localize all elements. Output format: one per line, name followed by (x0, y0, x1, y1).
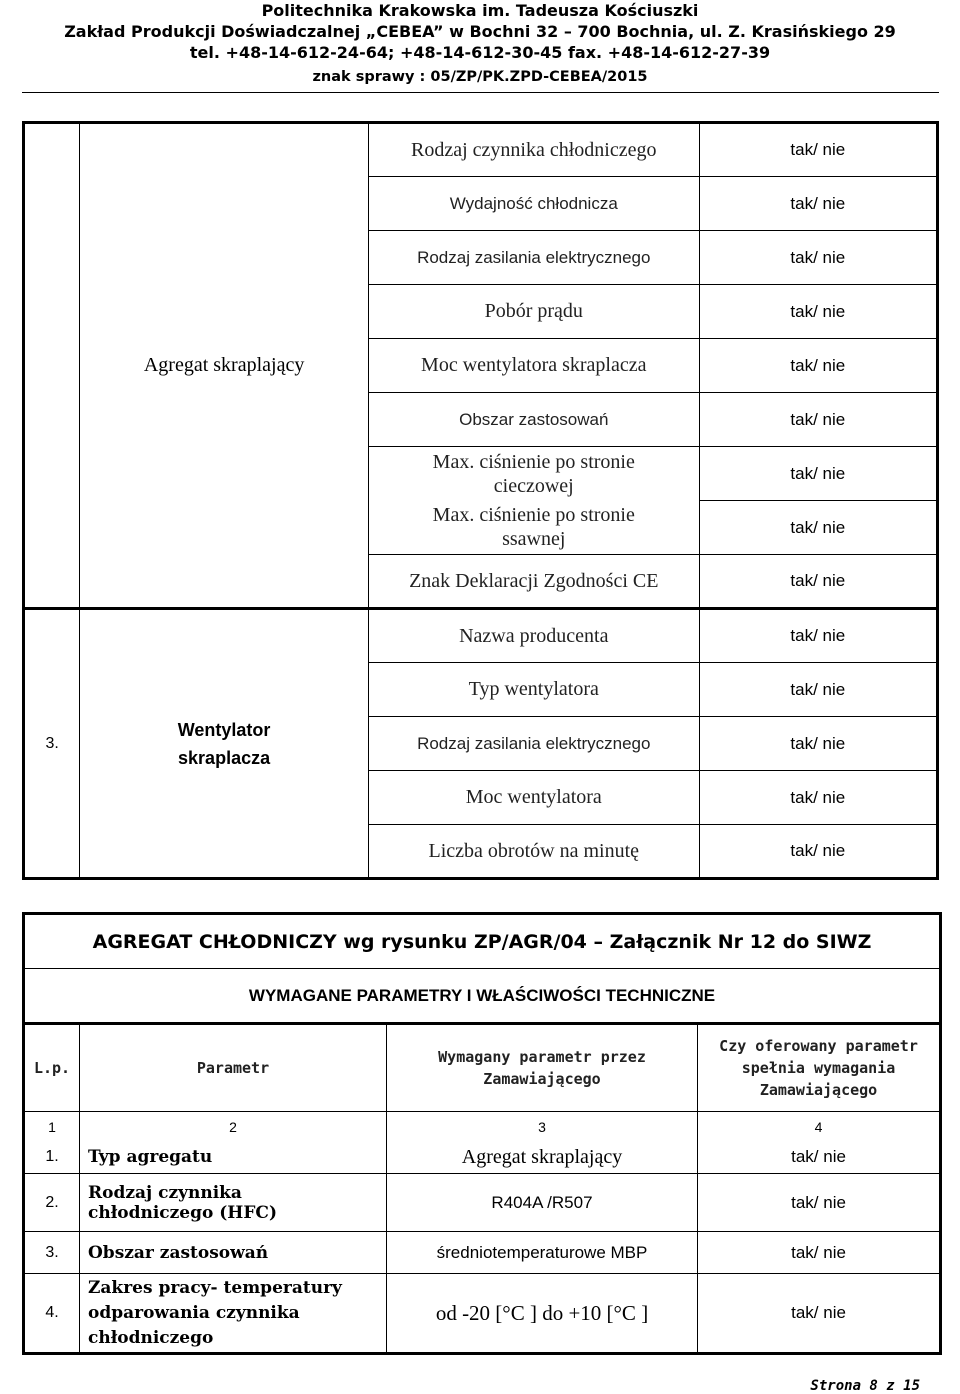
page-number: Strona 8 z 15 (810, 1378, 920, 1394)
answer-cell: tak/ nie (699, 771, 937, 825)
row-param: Zakres pracy- temperatury odparowania czynnika chłodniczego (80, 1274, 387, 1354)
answer-cell: tak/ nie (699, 339, 937, 393)
answer-cell: tak/ nie (699, 609, 937, 663)
row-number: 1. (24, 1142, 80, 1174)
param-cell: Rodzaj zasilania elektrycznego (368, 231, 699, 285)
answer-cell: tak/ nie (699, 231, 937, 285)
requirements-table (22, 912, 942, 1355)
group-name-wentylator: Wentylator skraplacza (80, 609, 369, 879)
answer-cell: tak/ nie (699, 717, 937, 771)
row-required: od -20 [°C ] do +10 [°C ] (387, 1274, 698, 1354)
answer-cell: tak/ nie (699, 393, 937, 447)
param-cell: Obszar zastosowań (368, 393, 699, 447)
row-number: 4. (24, 1274, 80, 1354)
column-header-lp: L.p. (24, 1024, 80, 1112)
group-number: 3. (24, 609, 80, 879)
group-lp-cell (24, 123, 80, 609)
row-answer: tak/ nie (698, 1232, 941, 1274)
answer-cell: tak/ nie (699, 825, 937, 879)
answer-cell: tak/ nie (699, 501, 937, 555)
row-answer: tak/ nie (698, 1174, 941, 1232)
row-param: Obszar zastosowań (80, 1232, 387, 1274)
answer-cell: tak/ nie (699, 285, 937, 339)
answer-cell: tak/ nie (699, 555, 937, 609)
header-institution: Politechnika Krakowska im. Tadeusza Kościuszki (261, 1, 699, 20)
group-name-agregat: Agregat skraplający (80, 123, 369, 609)
param-cell: Nazwa producenta (368, 609, 699, 663)
header-contact: tel. +48-14-612-24-64; +48-14-612-30-45 fax. +48-14-612-27-39 (189, 43, 771, 62)
column-header-compliance: Czy oferowany parametr spełnia wymagania Zamawiającego (698, 1024, 941, 1112)
row-required: R404A /R507 (387, 1174, 698, 1232)
row-param: Rodzaj czynnika chłodniczego (HFC) (80, 1174, 387, 1232)
param-cell: Moc wentylatora (368, 771, 699, 825)
header-department: Zakład Produkcji Doświadczalnej „CEBEA” w Bochni 32 – 700 Bochnia, ul. Z. Krasińskiego 29 (64, 22, 896, 41)
column-header-param: Parametr (80, 1024, 387, 1112)
param-cell: Pobór prądu (368, 285, 699, 339)
table-subtitle: WYMAGANE PARAMETRY I WŁAŚCIWOŚCI TECHNICZNE (24, 969, 941, 1024)
column-number: 3 (387, 1112, 698, 1142)
column-number: 2 (80, 1112, 387, 1142)
row-answer: tak/ nie (698, 1274, 941, 1354)
param-cell: Wydajność chłodnicza (368, 177, 699, 231)
param-cell: Znak Deklaracji Zgodności CE (368, 555, 699, 609)
row-required: Agregat skraplający (387, 1142, 698, 1174)
column-header-required: Wymagany parametr przez Zamawiającego (387, 1024, 698, 1112)
answer-cell: tak/ nie (699, 663, 937, 717)
param-cell: Max. ciśnienie po stronie ssawnej (368, 501, 699, 555)
column-number: 1 (24, 1112, 80, 1142)
header-divider (22, 92, 939, 93)
param-cell: Liczba obrotów na minutę (368, 825, 699, 879)
param-cell: Max. ciśnienie po stronie cieczowej (368, 447, 699, 501)
table-title: AGREGAT CHŁODNICZY wg rysunku ZP/AGR/04 – Załącznik Nr 12 do SIWZ (24, 914, 941, 969)
answer-cell: tak/ nie (699, 123, 937, 177)
row-required: średniotemperaturowe MBP (387, 1232, 698, 1274)
param-cell: Moc wentylatora skraplacza (368, 339, 699, 393)
param-cell: Rodzaj zasilania elektrycznego (368, 717, 699, 771)
row-param: Typ agregatu (80, 1142, 387, 1174)
answer-cell: tak/ nie (699, 447, 937, 501)
row-number: 3. (24, 1232, 80, 1274)
answer-cell: tak/ nie (699, 177, 937, 231)
param-cell: Rodzaj czynnika chłodniczego (368, 123, 699, 177)
row-answer: tak/ nie (698, 1142, 941, 1174)
row-number: 2. (24, 1174, 80, 1232)
header-case-number: znak sprawy : 05/ZP/PK.ZPD-CEBEA/2015 (312, 69, 648, 85)
param-cell: Typ wentylatora (368, 663, 699, 717)
spec-table-continued (22, 121, 939, 880)
column-number: 4 (698, 1112, 941, 1142)
